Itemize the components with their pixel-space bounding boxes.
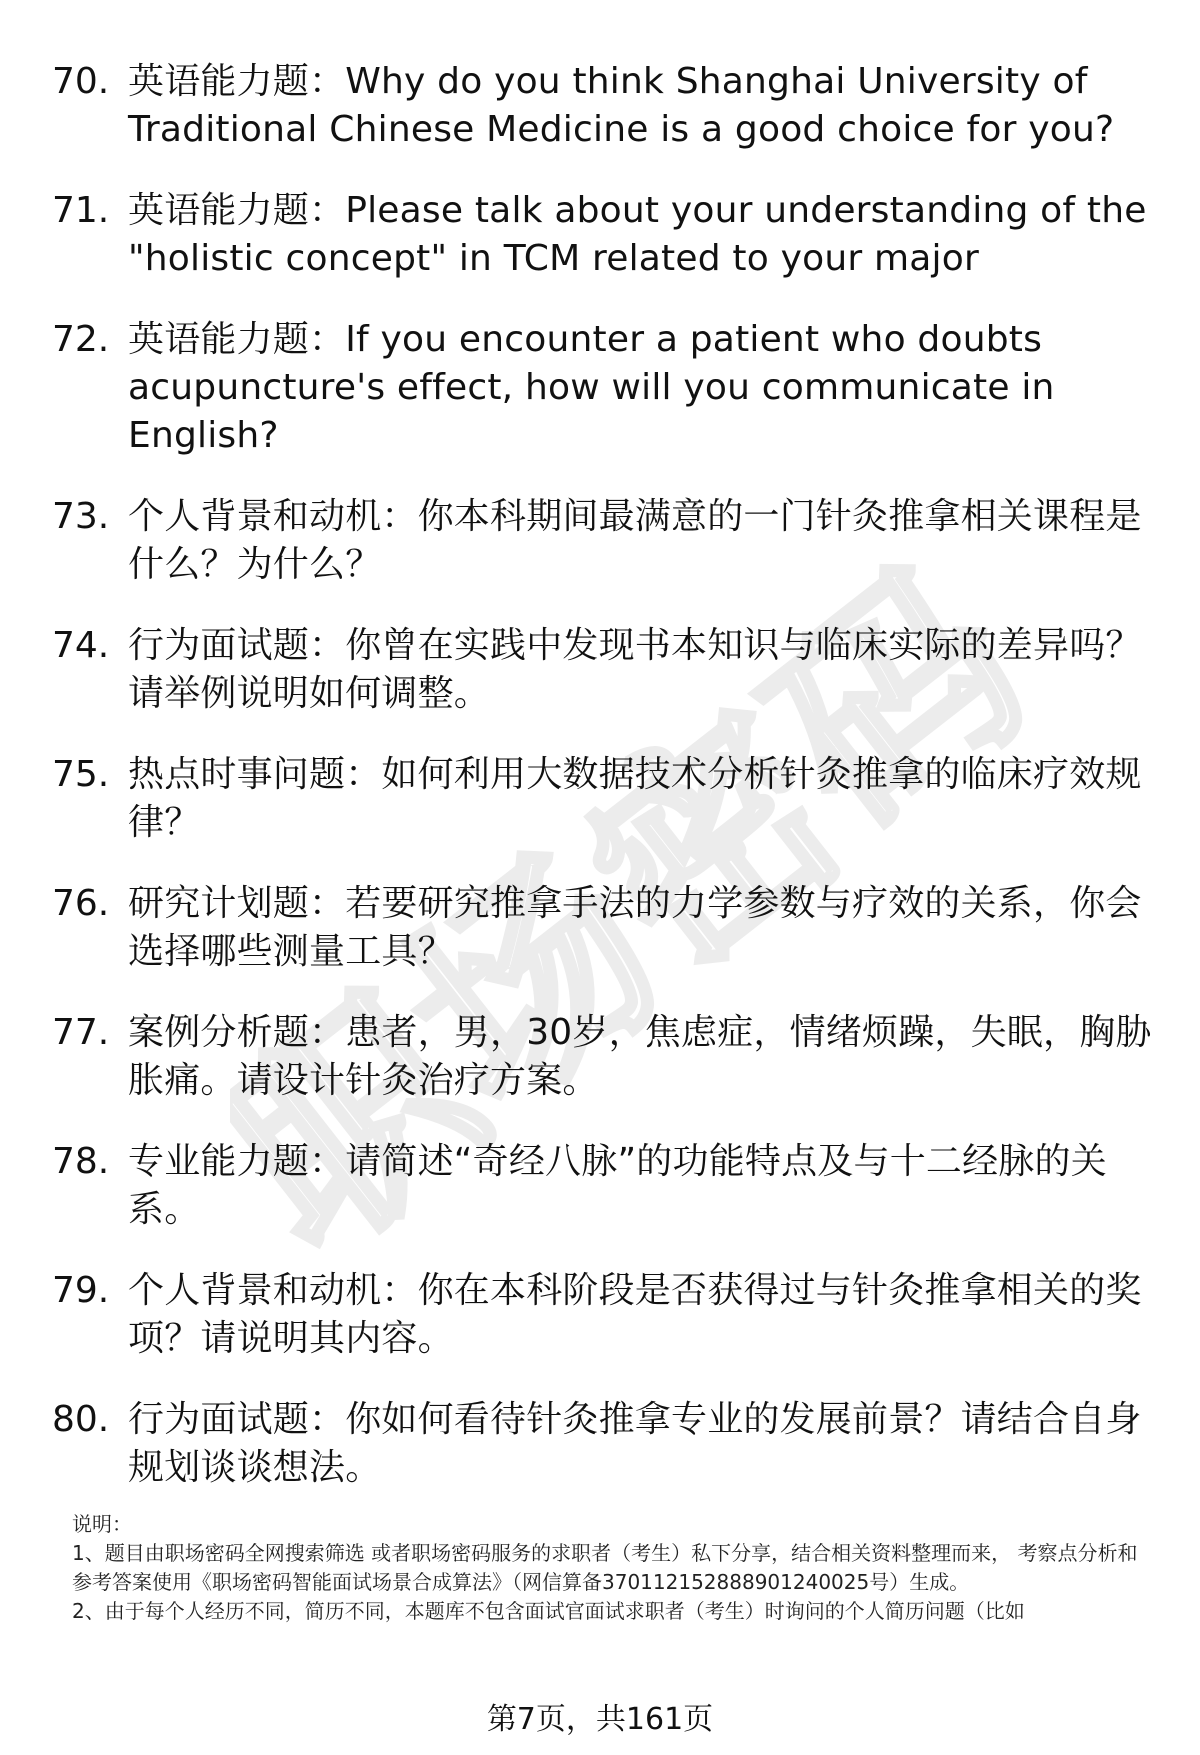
- page-footer: [0, 1700, 1200, 1740]
- question-number: 80.: [52, 1399, 110, 1440]
- question-text: 研究计划题：若要研究推拿手法的力学参数与疗效的关系，你会选择哪些测量工具？: [128, 883, 1142, 972]
- question-list: [52, 58, 1162, 1525]
- notes-section: [72, 1510, 1152, 1626]
- question-number: 75.: [52, 754, 110, 795]
- question-item: [52, 880, 1162, 976]
- question-text: 行为面试题：你曾在实践中发现书本知识与临床实际的差异吗？请举例说明如何调整。: [128, 625, 1142, 714]
- question-item: [52, 1267, 1162, 1363]
- question-text: 专业能力题：请简述“奇经八脉”的功能特点及与十二经脉的关系。: [128, 1141, 1107, 1230]
- notes-item-1: 1、题目由职场密码全网搜索筛选 或者职场密码服务的求职者（考生）私下分享，结合相关资料整理而来， 考察点分析和参考答案使用《职场密码智能面试场景合成算法》（网信算备370112152888901240025号）生成。: [72, 1541, 1138, 1594]
- question-text: 热点时事问题：如何利用大数据技术分析针灸推拿的临床疗效规律？: [128, 754, 1142, 843]
- question-number: 71.: [52, 190, 110, 231]
- notes-item-2: 2、由于每个人经历不同，简历不同，本题库不包含面试官面试求职者（考生）时询问的个人简历问题（比如: [72, 1599, 1025, 1623]
- question-text: 行为面试题：你如何看待针灸推拿专业的发展前景？请结合自身规划谈谈想法。: [128, 1399, 1142, 1488]
- question-item: [52, 1138, 1162, 1234]
- question-item: [52, 316, 1162, 460]
- question-number: 72.: [52, 319, 110, 360]
- page-number-label: 第7页，共161页: [486, 1702, 714, 1737]
- question-item: [52, 187, 1162, 283]
- question-text: 个人背景和动机：你在本科阶段是否获得过与针灸推拿相关的奖项？请说明其内容。: [128, 1270, 1142, 1359]
- question-text: 英语能力题：Please talk about your understanding of the "holistic concept" in TCM related to your major: [128, 190, 1147, 279]
- question-number: 77.: [52, 1012, 110, 1053]
- question-item: [52, 58, 1162, 154]
- question-number: 78.: [52, 1141, 110, 1182]
- notes-heading: 说明：: [72, 1512, 132, 1536]
- question-number: 79.: [52, 1270, 110, 1311]
- question-item: [52, 1009, 1162, 1105]
- question-item: [52, 1396, 1162, 1492]
- question-number: 76.: [52, 883, 110, 924]
- question-item: [52, 493, 1162, 589]
- question-text: 英语能力题：Why do you think Shanghai University of Traditional Chinese Medicine is a good choice for you?: [128, 61, 1115, 150]
- question-text: 英语能力题：If you encounter a patient who doubts acupuncture's effect, how will you communicate in English?: [128, 319, 1055, 456]
- question-number: 70.: [52, 61, 110, 102]
- watermark-text: 职场密码: [230, 524, 1030, 1302]
- question-item: [52, 751, 1162, 847]
- question-text: 案例分析题：患者，男，30岁，焦虑症，情绪烦躁，失眠，胸胁胀痛。请设计针灸治疗方案。: [128, 1012, 1152, 1101]
- question-item: [52, 622, 1162, 718]
- question-number: 74.: [52, 625, 110, 666]
- question-text: 个人背景和动机：你本科期间最满意的一门针灸推拿相关课程是什么？为什么？: [128, 496, 1142, 585]
- question-number: 73.: [52, 496, 110, 537]
